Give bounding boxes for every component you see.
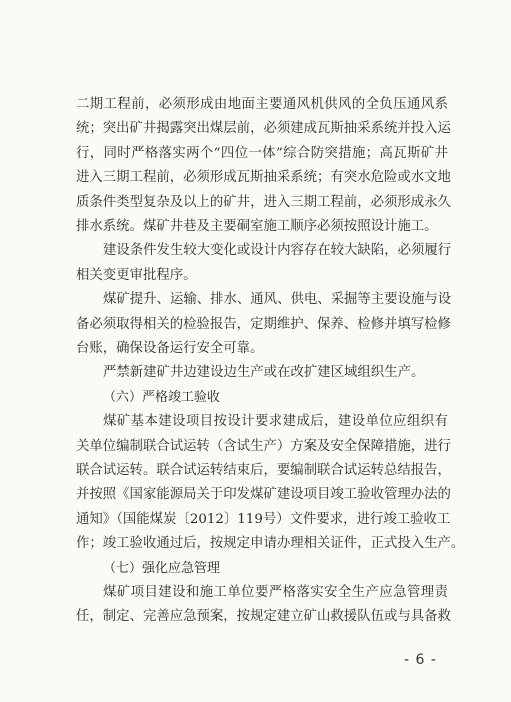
text-line: 统；突出矿井揭露突出煤层前，必须建成瓦斯抽采系统并投入运: [76, 121, 451, 137]
text-line: 质条件类型复杂及以上的矿井，进入三期工程前，必须形成永久: [76, 194, 451, 210]
paragraph-first-line: 煤矿基本建设项目按设计要求建成后，建设单位应组织有: [103, 414, 448, 430]
text-line: 并按照《国家能源局关于印发煤矿建设项目竣工验收管理办法的: [76, 487, 451, 503]
text-line: 备必须取得相关的检验报告，定期维护、保养、检修并填写检修: [76, 316, 451, 332]
text-line: 进入三期工程前，必须形成瓦斯抽采系统；有突水危险或水文地: [76, 170, 451, 186]
text-line: 行，同时严格落实两个“四位一体”综合防突措施；高瓦斯矿井: [76, 145, 448, 161]
text-line: 通知》（国能煤炭〔2012〕119号）文件要求，进行竣工验收工: [76, 511, 451, 527]
paragraph-first-line: 严禁新建矿井边建设边生产或在改扩建区域组织生产。: [103, 365, 425, 381]
text-line: 排水系统。煤矿井巷及主要硐室施工顺序必须按照设计施工。: [76, 219, 438, 234]
paragraph-first-line: 煤矿项目建设和施工单位要严格落实安全生产应急管理责: [103, 585, 448, 600]
text-line: 作；竣工验收通过后，按规定申请办理相关证件，正式投入生产。: [76, 536, 465, 552]
section-heading: （七）强化应急管理: [103, 560, 221, 576]
text-line: 任，制定、完善应急预案，按规定建立矿山救援队伍或与具备救: [76, 609, 451, 625]
paragraph-first-line: 煤矿提升、运输、排水、通风、供电、采掘等主要设施与设: [103, 292, 452, 308]
text-line: 二期工程前，必须形成由地面主要通风机供风的全负压通风系: [76, 97, 448, 112]
page-number: - 6 -: [404, 652, 437, 668]
section-heading: （六）严格竣工验收: [103, 389, 221, 405]
text-line: 相关变更审批程序。: [76, 267, 197, 283]
text-line: 台账，确保设备运行安全可靠。: [76, 341, 264, 356]
text-line: 关单位编制联合试运转（含试生产）方案及安全保障措施，进行: [76, 438, 451, 454]
text-line: 联合试运转。联合试运转结束后，要编制联合试运转总结报告，: [76, 463, 451, 478]
paragraph-first-line: 建设条件发生较大变化或设计内容存在较大缺陷，必须履行: [103, 243, 452, 259]
